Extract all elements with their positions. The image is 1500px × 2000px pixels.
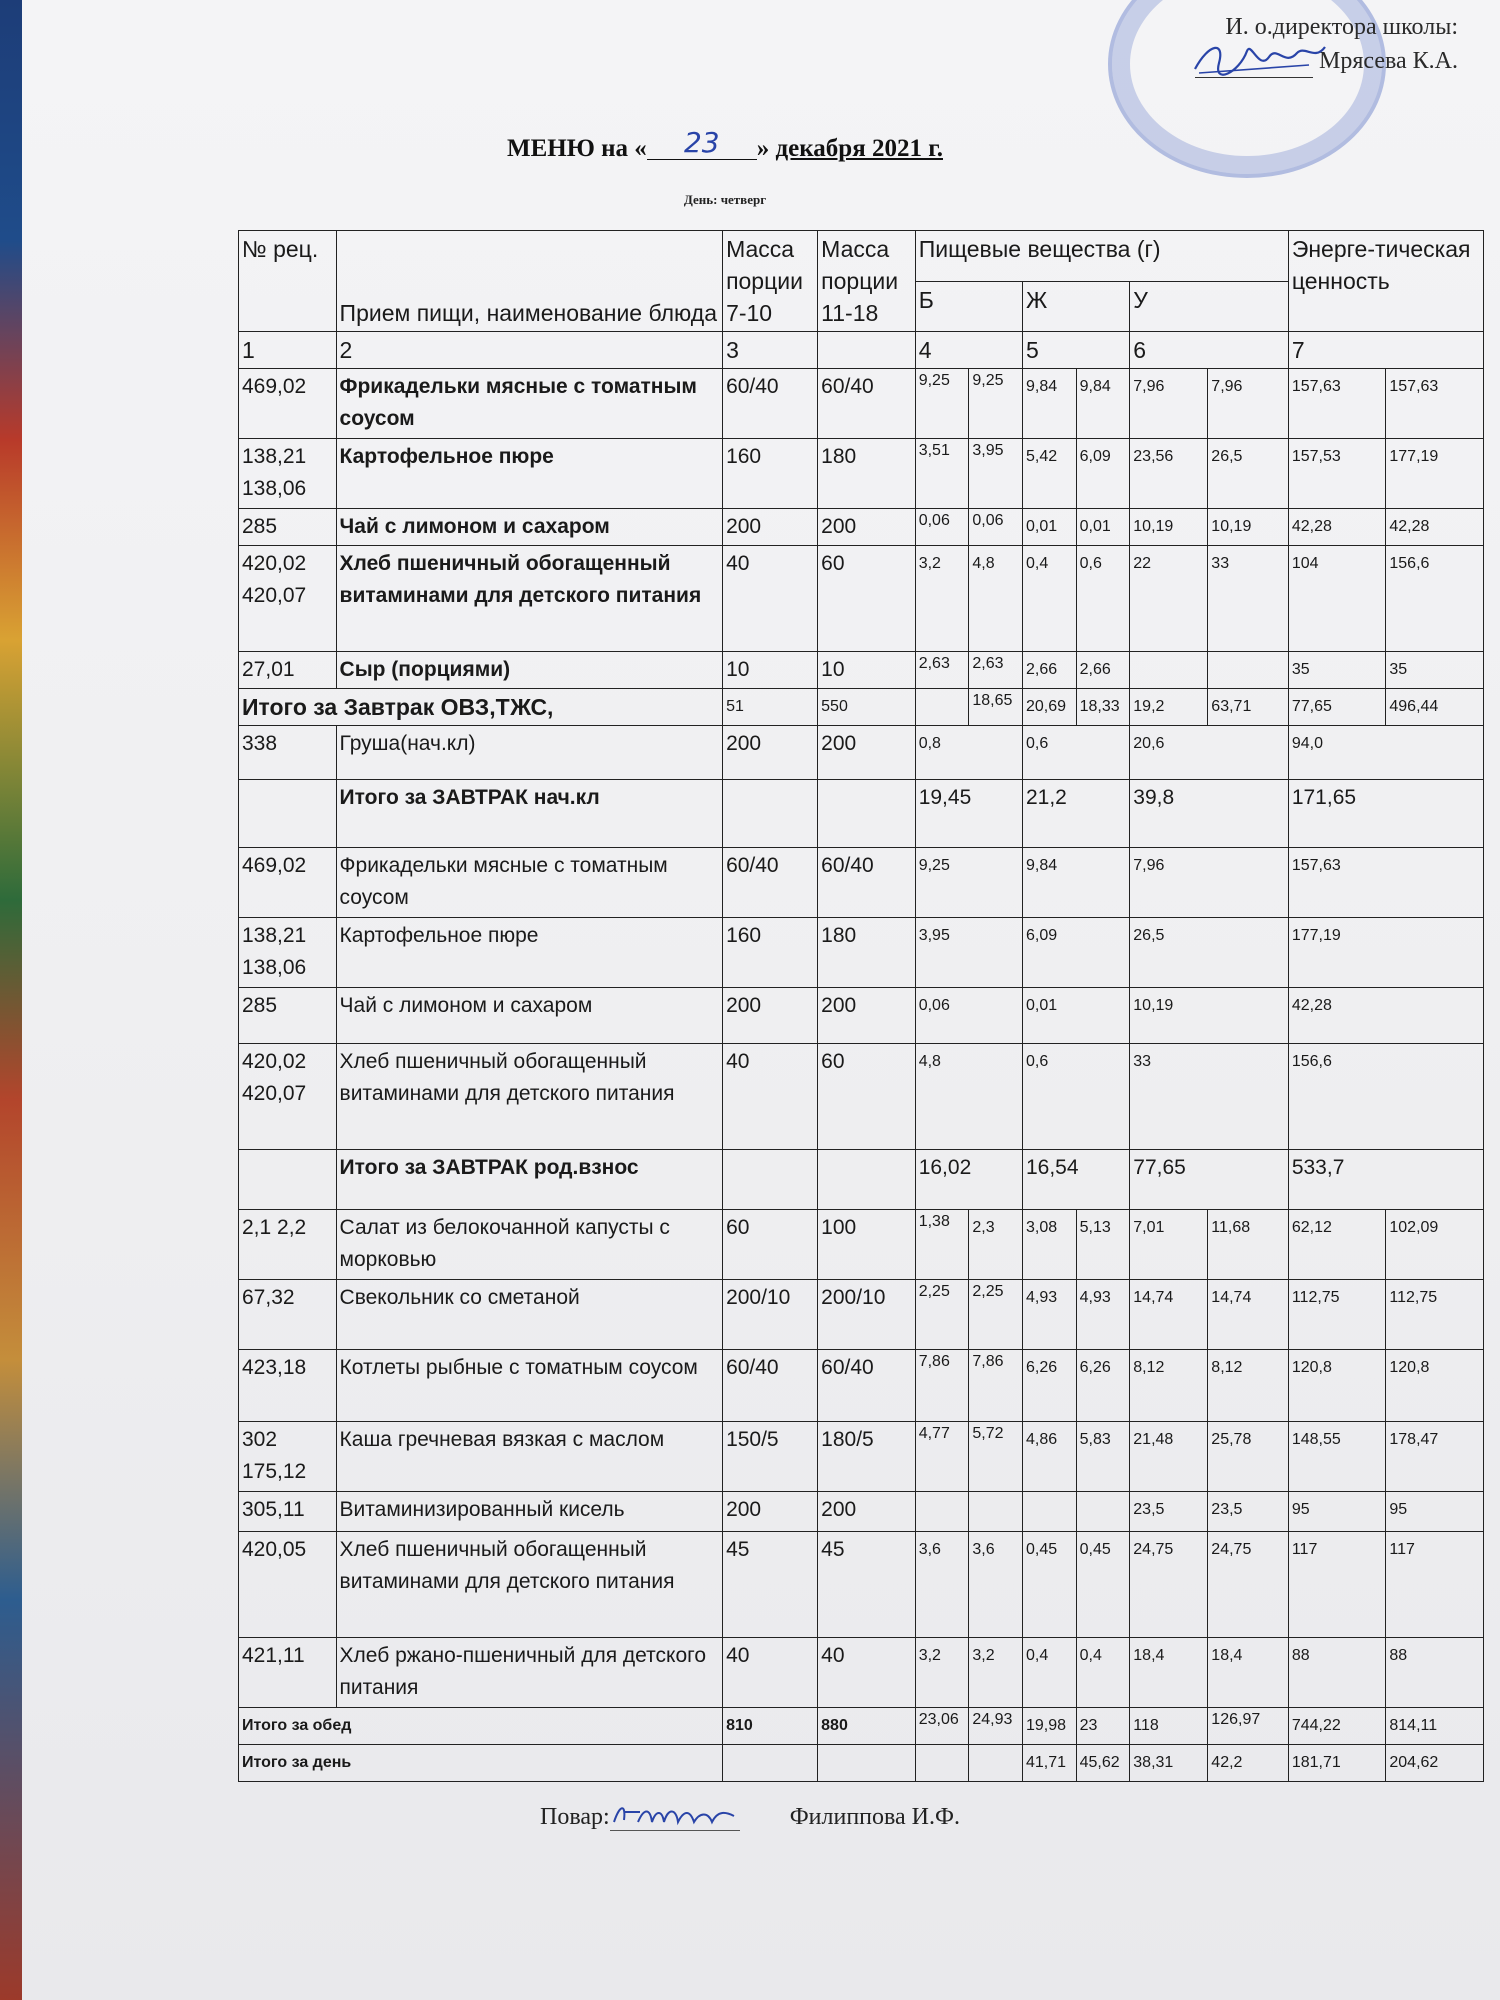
nutrient-value: 9,84 xyxy=(1022,848,1129,918)
nutrient-value: 5,13 xyxy=(1076,1210,1130,1280)
nutrient-value: 2,63 xyxy=(915,652,969,689)
nutrient-value: 14,74 xyxy=(1208,1280,1289,1350)
dish-name: Картофельное пюре xyxy=(336,439,723,509)
empty-cell xyxy=(723,1745,818,1782)
nutrient-value: 4,86 xyxy=(1022,1422,1076,1492)
mass-11-18: 200 xyxy=(818,509,916,546)
empty-cell xyxy=(723,780,818,848)
column-number: 5 xyxy=(1022,332,1129,369)
recipe-number: 2,1 2,2 xyxy=(239,1210,337,1280)
section-lunch xyxy=(239,1210,1484,1708)
recipe-number: 420,02 420,07 xyxy=(239,546,337,652)
total-cell: 16,54 xyxy=(1022,1150,1129,1210)
mass-7-10: 60/40 xyxy=(723,369,818,439)
nutrient-value: 18,4 xyxy=(1130,1638,1208,1708)
total-cell: 23 xyxy=(1076,1708,1130,1745)
total-cell: 23,06 xyxy=(915,1708,969,1745)
total-cell xyxy=(915,689,969,726)
nutrient-value: 9,84 xyxy=(1022,369,1076,439)
recipe-number: 338 xyxy=(239,726,337,780)
nutrient-value xyxy=(1208,652,1289,689)
nutrient-value: 2,63 xyxy=(969,652,1023,689)
recipe-number: 421,11 xyxy=(239,1638,337,1708)
column-number: 3 xyxy=(723,332,818,369)
nutrient-value: 7,86 xyxy=(969,1350,1023,1422)
day-of-week: День: четверг xyxy=(683,192,767,207)
nutrient-value xyxy=(1076,1492,1130,1532)
menu-item-row xyxy=(239,1210,1484,1280)
menu-item-row xyxy=(239,652,1484,689)
cook-signature xyxy=(610,1804,740,1831)
nutrient-value: 95 xyxy=(1288,1492,1386,1532)
empty-cell xyxy=(915,1745,969,1782)
mass-7-10: 45 xyxy=(723,1532,818,1638)
nutrient-value: 6,26 xyxy=(1076,1350,1130,1422)
nutrient-value: 22 xyxy=(1130,546,1208,652)
header-dish-name: Прием пищи, наименование блюда xyxy=(336,231,723,332)
nutrient-value: 177,19 xyxy=(1288,918,1483,988)
nutrient-value: 4,8 xyxy=(915,1044,1022,1150)
column-number: 6 xyxy=(1130,332,1289,369)
menu-item-row xyxy=(239,1638,1484,1708)
mass-7-10: 10 xyxy=(723,652,818,689)
nutrient-value: 6,09 xyxy=(1022,918,1129,988)
total-label: Итого за Завтрак ОВЗ,ТЖС, xyxy=(239,689,723,726)
header-recipe-number: № рец. xyxy=(239,231,337,332)
mass-11-18: 10 xyxy=(818,652,916,689)
nutrient-value: 177,19 xyxy=(1386,439,1484,509)
approval-signature-line xyxy=(1195,44,1458,78)
total-cell: 20,69 xyxy=(1022,689,1076,726)
nutrient-value: 62,12 xyxy=(1288,1210,1386,1280)
nutrient-value: 2,25 xyxy=(969,1280,1023,1350)
director-signature xyxy=(1195,53,1313,78)
nutrient-value: 88 xyxy=(1288,1638,1386,1708)
nutrient-value: 3,08 xyxy=(1022,1210,1076,1280)
nutrient-value: 7,96 xyxy=(1130,848,1289,918)
menu-item-row xyxy=(239,1492,1484,1532)
nutrient-value: 10,19 xyxy=(1208,509,1289,546)
mass-7-10: 60/40 xyxy=(723,1350,818,1422)
mass-11-18: 100 xyxy=(818,1210,916,1280)
nutrient-value: 7,01 xyxy=(1130,1210,1208,1280)
nutrient-value: 0,01 xyxy=(1022,988,1129,1044)
dish-name: Салат из белокочанной капусты с морковью xyxy=(336,1210,723,1280)
total-row-lunch xyxy=(239,1708,1484,1745)
total-cell: 171,65 xyxy=(1288,780,1483,848)
menu-item-row xyxy=(239,1280,1484,1350)
nutrient-value: 0,01 xyxy=(1076,509,1130,546)
column-number: 2 xyxy=(336,332,723,369)
nutrient-value: 0,01 xyxy=(1022,509,1076,546)
nutrient-value: 4,8 xyxy=(969,546,1023,652)
dish-name: Хлеб пшеничный обогащенный витаминами для детского питания xyxy=(336,546,723,652)
nutrient-value: 157,63 xyxy=(1288,369,1386,439)
total-cell: 51 xyxy=(723,689,818,726)
nutrient-value: 0,6 xyxy=(1022,1044,1129,1150)
nutrient-value: 3,95 xyxy=(969,439,1023,509)
recipe-number: 423,18 xyxy=(239,1350,337,1422)
nutrient-value: 33 xyxy=(1208,546,1289,652)
nutrient-value: 35 xyxy=(1386,652,1484,689)
nutrient-value: 25,78 xyxy=(1208,1422,1289,1492)
total-label: Итого за ЗАВТРАК нач.кл xyxy=(336,780,723,848)
nutrient-value: 3,6 xyxy=(915,1532,969,1638)
total-label: Итого за обед xyxy=(239,1708,723,1745)
nutrient-value: 9,25 xyxy=(969,369,1023,439)
mass-7-10: 60 xyxy=(723,1210,818,1280)
nutrient-value: 117 xyxy=(1386,1532,1484,1638)
mass-11-18: 40 xyxy=(818,1638,916,1708)
nutrient-value: 9,25 xyxy=(915,848,1022,918)
menu-item-row xyxy=(239,988,1484,1044)
menu-title xyxy=(0,126,1450,164)
nutrient-value: 3,95 xyxy=(915,918,1022,988)
nutrient-value: 157,63 xyxy=(1288,848,1483,918)
total-cell: 41,71 xyxy=(1022,1745,1076,1782)
mass-11-18: 200/10 xyxy=(818,1280,916,1350)
nutrient-value: 94,0 xyxy=(1288,726,1483,780)
nutrient-value: 5,83 xyxy=(1076,1422,1130,1492)
total-cell: 24,93 xyxy=(969,1708,1023,1745)
nutrient-value: 3,51 xyxy=(915,439,969,509)
director-name: Мрясева К.А. xyxy=(1319,48,1458,74)
recipe-number: 469,02 xyxy=(239,369,337,439)
nutrient-value: 23,5 xyxy=(1130,1492,1208,1532)
nutrient-value: 0,4 xyxy=(1022,1638,1076,1708)
nutrient-value: 112,75 xyxy=(1386,1280,1484,1350)
nutrient-value: 9,84 xyxy=(1076,369,1130,439)
total-cell: 810 xyxy=(723,1708,818,1745)
header-energy: Энерге-тическая ценность xyxy=(1288,231,1483,332)
nutrient-value: 6,09 xyxy=(1076,439,1130,509)
nutrient-value: 0,4 xyxy=(1076,1638,1130,1708)
mass-7-10: 200 xyxy=(723,1492,818,1532)
recipe-number: 302 175,12 xyxy=(239,1422,337,1492)
title-suffix: » xyxy=(756,135,776,162)
nutrient-value: 18,4 xyxy=(1208,1638,1289,1708)
mass-7-10: 150/5 xyxy=(723,1422,818,1492)
total-cell: 744,22 xyxy=(1288,1708,1386,1745)
header-mass-7-10: Масса порции 7-10 xyxy=(723,231,818,332)
recipe-number: 420,05 xyxy=(239,1532,337,1638)
column-number: 1 xyxy=(239,332,337,369)
menu-item-row xyxy=(239,918,1484,988)
empty-cell xyxy=(723,1150,818,1210)
menu-item-row xyxy=(239,1044,1484,1150)
nutrient-value: 5,42 xyxy=(1022,439,1076,509)
mass-11-18: 200 xyxy=(818,1492,916,1532)
nutrient-value: 42,28 xyxy=(1288,988,1483,1044)
menu-table xyxy=(238,230,1484,1782)
total-cell: 63,71 xyxy=(1208,689,1289,726)
nutrient-value: 7,86 xyxy=(915,1350,969,1422)
nutrient-value: 23,56 xyxy=(1130,439,1208,509)
nutrient-value: 0,06 xyxy=(969,509,1023,546)
nutrient-value: 102,09 xyxy=(1386,1210,1484,1280)
nutrient-value: 8,12 xyxy=(1130,1350,1208,1422)
total-cell: 118 xyxy=(1130,1708,1208,1745)
nutrient-value: 6,26 xyxy=(1022,1350,1076,1422)
total-cell: 42,2 xyxy=(1208,1745,1289,1782)
empty-cell xyxy=(239,780,337,848)
mass-11-18: 45 xyxy=(818,1532,916,1638)
menu-item-row xyxy=(239,848,1484,918)
total-cell: 18,65 xyxy=(969,689,1023,726)
total-label: Итого за день xyxy=(239,1745,723,1782)
title-prefix: МЕНЮ на « xyxy=(506,135,647,162)
nutrient-value: 0,06 xyxy=(915,988,1022,1044)
mass-11-18: 180 xyxy=(818,439,916,509)
dish-name: Фрикадельки мясные с томатным соусом xyxy=(336,369,723,439)
nutrient-value: 9,25 xyxy=(915,369,969,439)
nutrient-value: 120,8 xyxy=(1288,1350,1386,1422)
nutrient-value: 3,6 xyxy=(969,1532,1023,1638)
dish-name: Картофельное пюре xyxy=(336,918,723,988)
recipe-number: 138,21 138,06 xyxy=(239,918,337,988)
mass-11-18: 60 xyxy=(818,1044,916,1150)
cook-label: Повар: xyxy=(540,1804,610,1830)
nutrient-value: 21,48 xyxy=(1130,1422,1208,1492)
nutrient-value: 156,6 xyxy=(1288,1044,1483,1150)
title-month-year: декабря 2021 г. xyxy=(775,135,943,162)
nutrient-value: 26,5 xyxy=(1130,918,1289,988)
nutrient-value xyxy=(1130,652,1208,689)
total-cell: 21,2 xyxy=(1022,780,1129,848)
nutrient-value: 7,96 xyxy=(1208,369,1289,439)
nutrient-value: 157,63 xyxy=(1386,369,1484,439)
nutrient-value: 7,96 xyxy=(1130,369,1208,439)
mass-11-18: 200 xyxy=(818,988,916,1044)
total-cell: 45,62 xyxy=(1076,1745,1130,1782)
background-edge xyxy=(0,0,22,2000)
nutrient-value: 0,6 xyxy=(1076,546,1130,652)
menu-item-row xyxy=(239,509,1484,546)
nutrient-value: 178,47 xyxy=(1386,1422,1484,1492)
mass-7-10: 160 xyxy=(723,439,818,509)
recipe-number: 285 xyxy=(239,988,337,1044)
total-cell: 19,98 xyxy=(1022,1708,1076,1745)
nutrient-value: 0,6 xyxy=(1022,726,1129,780)
nutrient-value: 5,72 xyxy=(969,1422,1023,1492)
total-cell: 204,62 xyxy=(1386,1745,1484,1782)
nutrient-value: 120,8 xyxy=(1386,1350,1484,1422)
nutrient-value: 4,93 xyxy=(1076,1280,1130,1350)
footer xyxy=(0,1804,1500,1831)
empty-cell xyxy=(818,1150,916,1210)
dish-name: Хлеб пшеничный обогащенный витаминами для детского питания xyxy=(336,1044,723,1150)
nutrient-value: 33 xyxy=(1130,1044,1289,1150)
dish-name: Каша гречневая вязкая с маслом xyxy=(336,1422,723,1492)
menu-item-row xyxy=(239,369,1484,439)
dish-name: Свекольник со сметаной xyxy=(336,1280,723,1350)
nutrient-value: 95 xyxy=(1386,1492,1484,1532)
total-cell: 496,44 xyxy=(1386,689,1484,726)
empty-cell xyxy=(818,780,916,848)
total-cell: 77,65 xyxy=(1130,1150,1289,1210)
recipe-number: 27,01 xyxy=(239,652,337,689)
recipe-number: 67,32 xyxy=(239,1280,337,1350)
dish-name: Хлеб ржано-пшеничный для детского питания xyxy=(336,1638,723,1708)
section-breakfast-nach xyxy=(239,726,1484,780)
nutrient-value: 0,45 xyxy=(1022,1532,1076,1638)
mass-11-18: 180 xyxy=(818,918,916,988)
title-day: 23 xyxy=(647,126,757,160)
nutrient-value: 112,75 xyxy=(1288,1280,1386,1350)
menu-item-row xyxy=(239,1350,1484,1422)
header-carbs: У xyxy=(1130,281,1289,332)
nutrient-value: 35 xyxy=(1288,652,1386,689)
nutrient-value: 14,74 xyxy=(1130,1280,1208,1350)
header-row-numbers xyxy=(239,332,1484,369)
nutrient-value: 42,28 xyxy=(1386,509,1484,546)
nutrient-value: 42,28 xyxy=(1288,509,1386,546)
recipe-number: 420,02 420,07 xyxy=(239,1044,337,1150)
nutrient-value: 20,6 xyxy=(1130,726,1289,780)
nutrient-value: 156,6 xyxy=(1386,546,1484,652)
empty-cell xyxy=(969,1745,1023,1782)
dish-name: Чай с лимоном и сахаром xyxy=(336,509,723,546)
total-cell: 39,8 xyxy=(1130,780,1289,848)
nutrient-value: 2,25 xyxy=(915,1280,969,1350)
mass-7-10: 40 xyxy=(723,546,818,652)
dish-name: Сыр (порциями) xyxy=(336,652,723,689)
total-cell: 533,7 xyxy=(1288,1150,1483,1210)
mass-7-10: 200 xyxy=(723,509,818,546)
header-fat: Ж xyxy=(1022,281,1129,332)
total-cell: 814,11 xyxy=(1386,1708,1484,1745)
nutrient-value: 10,19 xyxy=(1130,988,1289,1044)
section-breakfast-ovz xyxy=(239,369,1484,689)
recipe-number: 469,02 xyxy=(239,848,337,918)
menu-item-row xyxy=(239,1422,1484,1492)
section-breakfast-rod xyxy=(239,848,1484,1150)
mass-7-10: 40 xyxy=(723,1044,818,1150)
nutrient-value: 148,55 xyxy=(1288,1422,1386,1492)
nutrient-value: 0,45 xyxy=(1076,1532,1130,1638)
empty-cell xyxy=(239,1150,337,1210)
mass-7-10: 160 xyxy=(723,918,818,988)
nutrient-value: 157,53 xyxy=(1288,439,1386,509)
nutrient-value: 117 xyxy=(1288,1532,1386,1638)
header-mass-11-18: Масса порции 11-18 xyxy=(818,231,916,332)
recipe-number: 305,11 xyxy=(239,1492,337,1532)
total-row-day xyxy=(239,1745,1484,1782)
total-label: Итого за ЗАВТРАК род.взнос xyxy=(336,1150,723,1210)
nutrient-value: 104 xyxy=(1288,546,1386,652)
nutrient-value: 24,75 xyxy=(1130,1532,1208,1638)
menu-item-row xyxy=(239,1532,1484,1638)
nutrient-value: 3,2 xyxy=(969,1638,1023,1708)
menu-item-row xyxy=(239,439,1484,509)
column-number: 7 xyxy=(1288,332,1483,369)
nutrient-value: 24,75 xyxy=(1208,1532,1289,1638)
mass-11-18: 180/5 xyxy=(818,1422,916,1492)
total-row-ovz xyxy=(239,689,1484,726)
dish-name: Груша(нач.кл) xyxy=(336,726,723,780)
nutrient-value: 0,06 xyxy=(915,509,969,546)
column-number: 4 xyxy=(915,332,1022,369)
total-cell: 16,02 xyxy=(915,1150,1022,1210)
mass-11-18: 60 xyxy=(818,546,916,652)
total-cell: 38,31 xyxy=(1130,1745,1208,1782)
nutrient-value: 4,77 xyxy=(915,1422,969,1492)
cook-name: Филиппова И.Ф. xyxy=(789,1804,960,1830)
nutrient-value xyxy=(969,1492,1023,1532)
nutrient-value: 4,93 xyxy=(1022,1280,1076,1350)
mass-11-18: 60/40 xyxy=(818,1350,916,1422)
recipe-number: 285 xyxy=(239,509,337,546)
header-protein: Б xyxy=(915,281,1022,332)
total-cell: 880 xyxy=(818,1708,916,1745)
nutrient-value: 1,38 xyxy=(915,1210,969,1280)
nutrient-value: 2,66 xyxy=(1022,652,1076,689)
column-number-empty xyxy=(818,332,916,369)
mass-7-10: 40 xyxy=(723,1638,818,1708)
mass-7-10: 200 xyxy=(723,988,818,1044)
total-cell: 19,2 xyxy=(1130,689,1208,726)
total-cell: 126,97 xyxy=(1208,1708,1289,1745)
menu-item-row xyxy=(239,726,1484,780)
mass-7-10: 200/10 xyxy=(723,1280,818,1350)
mass-11-18: 60/40 xyxy=(818,369,916,439)
dish-name: Фрикадельки мясные с томатным соусом xyxy=(336,848,723,918)
dish-name: Хлеб пшеничный обогащенный витаминами для детского питания xyxy=(336,1532,723,1638)
approval-title: И. о.директора школы: xyxy=(1225,14,1458,40)
nutrient-value: 2,66 xyxy=(1076,652,1130,689)
nutrient-value: 10,19 xyxy=(1130,509,1208,546)
nutrient-value: 26,5 xyxy=(1208,439,1289,509)
nutrient-value: 8,12 xyxy=(1208,1350,1289,1422)
total-cell: 181,71 xyxy=(1288,1745,1386,1782)
nutrient-value: 88 xyxy=(1386,1638,1484,1708)
header-nutrients: Пищевые вещества (г) xyxy=(915,231,1288,282)
nutrient-value: 2,3 xyxy=(969,1210,1023,1280)
total-cell: 19,45 xyxy=(915,780,1022,848)
nutrient-value: 23,5 xyxy=(1208,1492,1289,1532)
total-cell: 18,33 xyxy=(1076,689,1130,726)
total-row-rod xyxy=(239,1150,1484,1210)
approval-block xyxy=(1195,10,1458,78)
header-row-1 xyxy=(239,231,1484,282)
dish-name: Чай с лимоном и сахаром xyxy=(336,988,723,1044)
nutrient-value: 11,68 xyxy=(1208,1210,1289,1280)
total-row-nach xyxy=(239,780,1484,848)
nutrient-value: 0,8 xyxy=(915,726,1022,780)
recipe-number: 138,21 138,06 xyxy=(239,439,337,509)
dish-name: Витаминизированный кисель xyxy=(336,1492,723,1532)
nutrient-value: 0,4 xyxy=(1022,546,1076,652)
total-cell: 550 xyxy=(818,689,916,726)
nutrient-value xyxy=(915,1492,969,1532)
mass-7-10: 60/40 xyxy=(723,848,818,918)
total-cell: 77,65 xyxy=(1288,689,1386,726)
menu-item-row xyxy=(239,546,1484,652)
nutrient-value: 3,2 xyxy=(915,1638,969,1708)
mass-11-18: 200 xyxy=(818,726,916,780)
mass-7-10: 200 xyxy=(723,726,818,780)
dish-name: Котлеты рыбные с томатным соусом xyxy=(336,1350,723,1422)
empty-cell xyxy=(818,1745,916,1782)
nutrient-value xyxy=(1022,1492,1076,1532)
nutrient-value: 3,2 xyxy=(915,546,969,652)
mass-11-18: 60/40 xyxy=(818,848,916,918)
